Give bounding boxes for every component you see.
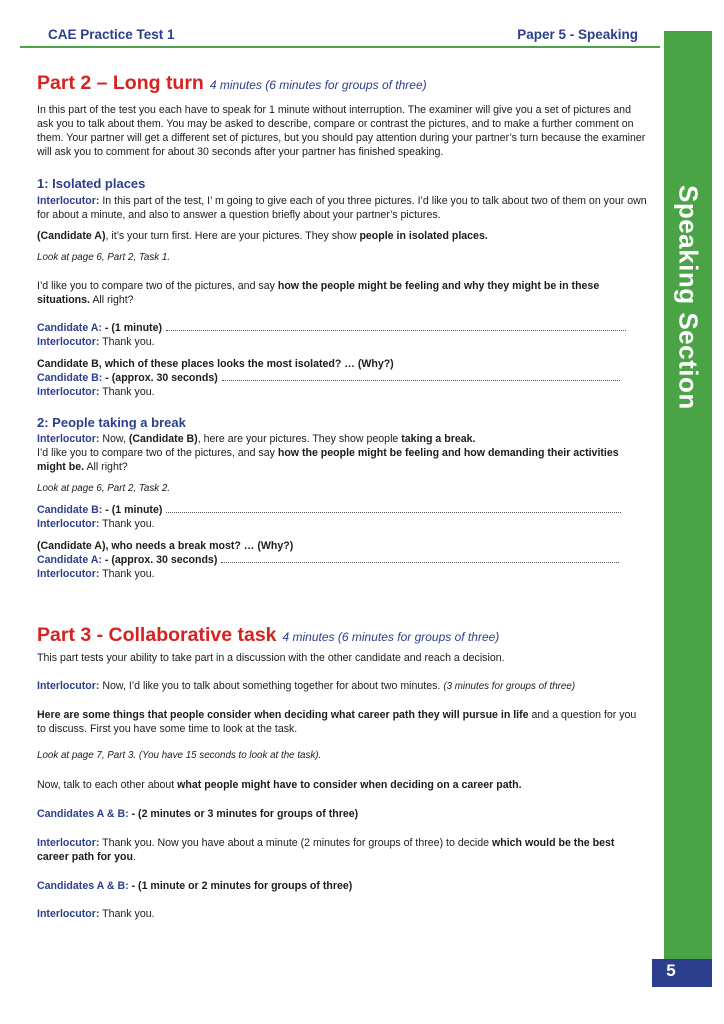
speaker-label: Interlocutor:: [37, 680, 100, 692]
part2-heading: [37, 72, 427, 95]
part3-heading: [37, 624, 499, 647]
part2-subtitle: 4 minutes (6 minutes for groups of three): [209, 78, 427, 92]
speaker-label: Candidates A & B:: [37, 880, 129, 892]
header-paper-title: Paper 5 - Speaking: [517, 27, 638, 42]
compare-end: All right?: [89, 294, 134, 306]
talk-bold: what people might have to consider when deciding on a career path.: [177, 779, 522, 791]
task-text: and a question for you to discuss. First you have some time to look at the task.: [37, 709, 637, 735]
section1-thank-2: [37, 385, 647, 399]
prompt-topic: taking a break.: [401, 433, 476, 445]
answer-dotted-line: [166, 512, 621, 513]
speaker-text: Now,: [102, 433, 129, 445]
section-sidebar: [664, 31, 712, 959]
answer-dotted-line: [166, 330, 626, 331]
compare-end: All right?: [84, 461, 128, 473]
section1-candidate-a-turn: [37, 321, 647, 335]
speaker-label: Interlocutor:: [37, 336, 100, 348]
speaker-label: Candidate B:: [37, 504, 103, 516]
turn-time: - (1 minute): [105, 504, 163, 516]
page-number: 5: [666, 961, 676, 980]
section2-thank-1: [37, 517, 647, 531]
section1-candidate-a-prompt: [37, 229, 647, 243]
compare-text: I’d like you to compare two of the pictures, and say: [37, 280, 278, 292]
speaker-note: (3 minutes for groups of three): [443, 681, 576, 692]
candidate-name: (Candidate B): [128, 433, 198, 445]
speaker-label: Interlocutor:: [37, 195, 100, 207]
talk-text: Now, talk to each other about: [37, 779, 178, 791]
speaker-text: In this part of the test, I’ m going to give each of you three pictures. I’d like you to talk about two of them on your own for about a minute, and also to answer a question briefly about your partner’s pictures.: [37, 195, 647, 221]
speaker-label: Candidate B:: [37, 372, 103, 384]
turn-time: - (1 minute or 2 minutes for groups of three): [128, 880, 353, 892]
speaker-text: Thank you.: [102, 908, 155, 920]
speaker-label: Interlocutor:: [37, 518, 100, 530]
part2-title: Part 2 – Long turn: [37, 72, 204, 94]
section2-candidate-a-turn: [37, 553, 647, 567]
speaker-bold: which would be the best career path for you: [37, 837, 615, 863]
speaker-text: Thank you.: [102, 386, 155, 398]
speaker-text: Thank you. Now you have about a minute (2 minutes for groups of three) to decide: [102, 837, 492, 849]
speaker-label: Interlocutor:: [37, 568, 100, 580]
section1-question: Candidate B, which of these places looks the most isolated? … (Why?): [37, 358, 394, 370]
speaker-text: Thank you.: [102, 568, 155, 580]
part3-title: Part 3 - Collaborative task: [37, 624, 277, 646]
section2-question: (Candidate A), who needs a break most? … (Why?): [37, 540, 294, 552]
section1-interlocutor: [37, 194, 647, 222]
speaker-label: Candidate A:: [37, 322, 102, 334]
part3-subtitle: 4 minutes (6 minutes for groups of three): [282, 630, 500, 644]
part3-interlocutor-3: [37, 907, 647, 921]
part3-interlocutor-1: [37, 679, 647, 694]
prompt-text: , it’s your turn first. Here are your pictures. They show: [105, 230, 360, 242]
part2-intro: In this part of the test you each have to speak for 1 minute without interruption. The examiner will give you a set of pictures and ask you to talk about them. You may be asked to describe, compare or contrast the pictures, and to make a further comment on them. Your partner will get a different set of pictures, but you should pay attention during your partner’s turn because the examiner will ask you to comment for about 30 seconds after your partner has finished speaking.: [37, 104, 646, 158]
speaker-text: Now, I’d like you to talk about something together for about two minutes.: [102, 680, 441, 692]
section2-thank-2: [37, 567, 647, 581]
section2-interlocutor: [37, 432, 647, 474]
turn-time: - (approx. 30 seconds): [104, 554, 218, 566]
section1-thank-1: [37, 335, 647, 349]
speaker-label: Interlocutor:: [37, 908, 100, 920]
speaker-label: Interlocutor:: [37, 386, 100, 398]
speaker-label: Interlocutor:: [37, 837, 100, 849]
prompt-topic: people in isolated places.: [359, 230, 488, 242]
section2-title: 2: People taking a break: [37, 415, 186, 430]
speaker-label: Candidates A & B:: [37, 808, 129, 820]
page-header: [20, 26, 660, 48]
turn-time: - (1 minute): [104, 322, 162, 334]
speaker-label: Candidate A:: [37, 554, 102, 566]
section1-look-instruction: Look at page 6, Part 2, Task 1.: [37, 252, 171, 263]
part3-candidates-turn-2: [37, 879, 647, 893]
section2-look-instruction: Look at page 6, Part 2, Task 2.: [37, 483, 171, 494]
header-test-title: CAE Practice Test 1: [48, 27, 175, 42]
compare-text: I’d like you to compare two of the pictures, and say: [37, 447, 278, 459]
part3-candidates-turn-1: [37, 807, 647, 821]
compare-bold: how the people might be feeling and how demanding their activities might be.: [37, 447, 619, 473]
section1-title: 1: Isolated places: [37, 176, 146, 191]
part3-talk-prompt: [37, 778, 647, 792]
turn-time: - (2 minutes or 3 minutes for groups of three): [131, 808, 359, 820]
page-number-box: [652, 959, 712, 987]
turn-time: - (approx. 30 seconds): [105, 372, 218, 384]
speaker-text: Thank you.: [102, 336, 155, 348]
task-bold: Here are some things that people consider when deciding what career path they will pursue in life: [37, 709, 529, 721]
speaker-end: .: [132, 851, 136, 863]
part3-interlocutor-2: [37, 836, 647, 864]
section1-compare-prompt: [37, 279, 647, 307]
section2-candidate-b-turn: [37, 503, 647, 517]
sidebar-section-title: Speaking Section: [673, 185, 704, 410]
part3-intro: This part tests your ability to take part in a discussion with the other candidate and reach a decision.: [37, 652, 505, 664]
part3-look-instruction: Look at page 7, Part 3. (You have 15 seconds to look at the task).: [37, 750, 322, 761]
candidate-name: (Candidate A): [37, 230, 106, 242]
speaker-text: Thank you.: [102, 518, 155, 530]
answer-dotted-line: [222, 380, 620, 381]
answer-dotted-line: [221, 562, 619, 563]
speaker-label: Interlocutor:: [37, 433, 100, 445]
section1-candidate-b-turn: [37, 371, 647, 385]
part3-task-description: [37, 708, 647, 736]
compare-bold: how the people might be feeling and why they might be in these situations.: [37, 280, 600, 306]
prompt-text: , here are your pictures. They show people: [197, 433, 402, 445]
